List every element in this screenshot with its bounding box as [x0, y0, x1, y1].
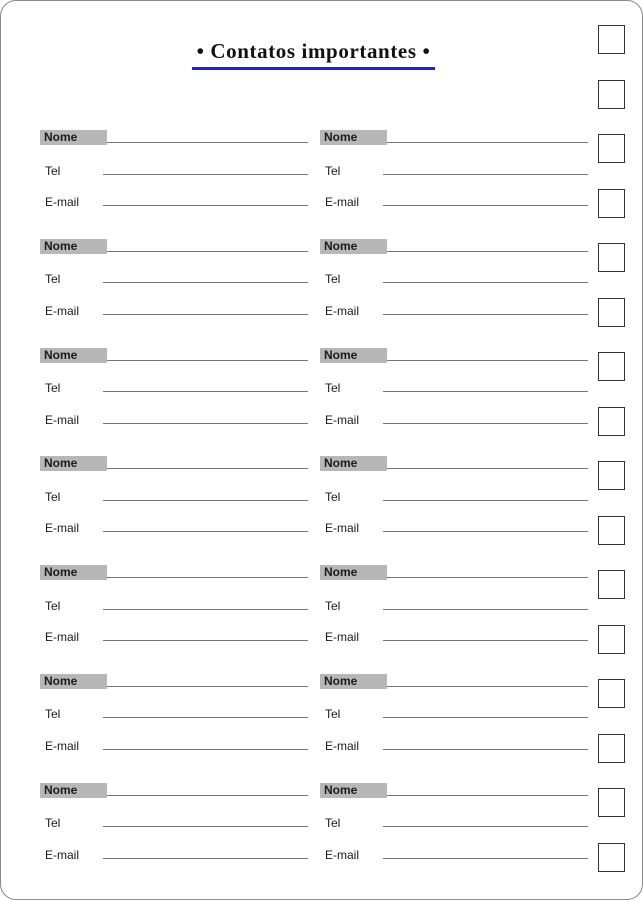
phone-row — [40, 705, 310, 737]
email-label: E-mail — [325, 738, 360, 753]
phone-label: Tel — [45, 707, 61, 722]
title-underline — [192, 67, 435, 70]
name-write-line[interactable] — [387, 251, 588, 252]
email-write-line[interactable] — [103, 205, 308, 206]
email-write-line[interactable] — [103, 531, 308, 532]
phone-row — [320, 597, 590, 629]
name-row — [320, 456, 590, 488]
phone-row — [320, 488, 590, 520]
name-row — [320, 348, 590, 380]
name-row — [40, 783, 310, 815]
phone-row — [40, 814, 310, 846]
phone-label: Tel — [325, 598, 341, 613]
name-label: Nome — [320, 565, 387, 580]
phone-write-line[interactable] — [383, 174, 588, 175]
contact-card — [40, 348, 310, 457]
name-write-line[interactable] — [387, 686, 588, 687]
checkbox[interactable] — [598, 352, 625, 381]
email-label: E-mail — [325, 521, 360, 536]
name-label: Nome — [40, 239, 107, 254]
checkbox[interactable] — [598, 243, 625, 272]
email-label: E-mail — [325, 412, 360, 427]
name-write-line[interactable] — [107, 142, 308, 143]
email-write-line[interactable] — [383, 205, 588, 206]
name-label: Nome — [40, 565, 107, 580]
phone-write-line[interactable] — [383, 826, 588, 827]
name-write-line[interactable] — [387, 795, 588, 796]
email-row — [320, 737, 590, 769]
email-write-line[interactable] — [103, 858, 308, 859]
contacts-column-left — [40, 130, 310, 892]
phone-label: Tel — [45, 816, 61, 831]
name-write-line[interactable] — [387, 360, 588, 361]
email-write-line[interactable] — [103, 423, 308, 424]
phone-write-line[interactable] — [103, 174, 308, 175]
phone-write-line[interactable] — [103, 500, 308, 501]
email-write-line[interactable] — [383, 749, 588, 750]
contact-card — [320, 130, 590, 239]
checkbox[interactable] — [598, 516, 625, 545]
phone-write-line[interactable] — [103, 609, 308, 610]
email-label: E-mail — [325, 195, 360, 209]
email-write-line[interactable] — [383, 531, 588, 532]
name-row — [320, 239, 590, 271]
email-write-line[interactable] — [383, 314, 588, 315]
contact-card — [40, 565, 310, 674]
name-row — [40, 674, 310, 706]
email-label: E-mail — [325, 847, 360, 862]
phone-label: Tel — [45, 163, 61, 178]
phone-write-line[interactable] — [383, 609, 588, 610]
email-write-line[interactable] — [103, 749, 308, 750]
phone-row — [320, 379, 590, 411]
phone-write-line[interactable] — [103, 717, 308, 718]
phone-write-line[interactable] — [383, 282, 588, 283]
phone-write-line[interactable] — [103, 282, 308, 283]
name-label: Nome — [40, 348, 107, 363]
email-row — [40, 737, 310, 769]
email-row — [320, 193, 590, 225]
checkbox[interactable] — [598, 843, 625, 872]
checkbox[interactable] — [598, 134, 625, 163]
page-title: • Contatos importantes • — [196, 39, 431, 63]
checkbox[interactable] — [598, 461, 625, 490]
contact-card — [320, 456, 590, 565]
contact-card — [320, 565, 590, 674]
phone-row — [40, 379, 310, 411]
checkbox[interactable] — [598, 570, 625, 599]
contact-card — [320, 783, 590, 892]
phone-label: Tel — [325, 163, 341, 178]
email-write-line[interactable] — [383, 640, 588, 641]
phone-row — [320, 270, 590, 302]
title-block — [192, 37, 435, 65]
email-label: E-mail — [45, 738, 80, 753]
name-row — [320, 783, 590, 815]
contact-card — [320, 348, 590, 457]
phone-write-line[interactable] — [103, 391, 308, 392]
email-row — [40, 519, 310, 551]
phone-row — [40, 270, 310, 302]
email-write-line[interactable] — [383, 423, 588, 424]
phone-row — [40, 597, 310, 629]
phone-row — [40, 162, 310, 194]
email-write-line[interactable] — [103, 640, 308, 641]
name-write-line[interactable] — [387, 577, 588, 578]
name-label: Nome — [320, 674, 387, 689]
email-label: E-mail — [45, 521, 80, 536]
phone-write-line[interactable] — [383, 391, 588, 392]
email-write-line[interactable] — [103, 314, 308, 315]
phone-write-line[interactable] — [383, 500, 588, 501]
email-label: E-mail — [45, 303, 80, 318]
checkbox[interactable] — [598, 407, 625, 436]
contact-card — [40, 783, 310, 892]
name-label: Nome — [320, 456, 387, 471]
name-row — [320, 565, 590, 597]
checkbox[interactable] — [598, 298, 625, 327]
phone-label: Tel — [45, 598, 61, 613]
name-write-line[interactable] — [107, 251, 308, 252]
contact-card — [40, 239, 310, 348]
email-row — [40, 302, 310, 334]
phone-row — [320, 705, 590, 737]
phone-row — [320, 814, 590, 846]
email-label: E-mail — [45, 630, 80, 645]
name-label: Nome — [320, 239, 387, 254]
phone-row — [320, 162, 590, 194]
name-write-line[interactable] — [107, 360, 308, 361]
name-row — [40, 130, 310, 162]
name-write-line[interactable] — [107, 577, 308, 578]
contact-card — [320, 239, 590, 348]
phone-write-line[interactable] — [383, 717, 588, 718]
email-label: E-mail — [45, 847, 80, 862]
name-row — [40, 456, 310, 488]
checkbox[interactable] — [598, 80, 625, 109]
name-write-line[interactable] — [107, 686, 308, 687]
email-row — [40, 411, 310, 443]
phone-label: Tel — [325, 707, 341, 722]
email-row — [40, 628, 310, 660]
checkbox[interactable] — [598, 734, 625, 763]
name-label: Nome — [40, 674, 107, 689]
name-write-line[interactable] — [107, 795, 308, 796]
name-label: Nome — [320, 783, 387, 798]
name-row — [320, 130, 590, 162]
email-row — [320, 411, 590, 443]
phone-write-line[interactable] — [103, 826, 308, 827]
name-row — [320, 674, 590, 706]
phone-label: Tel — [45, 381, 61, 396]
name-label: Nome — [320, 348, 387, 363]
phone-label: Tel — [325, 381, 341, 396]
email-write-line[interactable] — [383, 858, 588, 859]
name-label: Nome — [40, 456, 107, 471]
name-write-line[interactable] — [387, 142, 588, 143]
contact-card — [40, 674, 310, 783]
checkbox[interactable] — [598, 25, 625, 54]
email-row — [320, 519, 590, 551]
email-label: E-mail — [45, 195, 80, 209]
name-row — [40, 348, 310, 380]
checkbox[interactable] — [598, 625, 625, 654]
name-row — [40, 239, 310, 271]
contact-card — [40, 130, 310, 239]
email-row — [40, 846, 310, 878]
name-label: Nome — [40, 130, 107, 145]
email-row — [320, 628, 590, 660]
phone-label: Tel — [325, 489, 341, 504]
phone-label: Tel — [325, 272, 341, 287]
contacts-column-right — [320, 130, 590, 892]
checkbox[interactable] — [598, 189, 625, 218]
name-write-line[interactable] — [387, 468, 588, 469]
email-row — [320, 302, 590, 334]
checkbox[interactable] — [598, 788, 625, 817]
phone-label: Tel — [45, 489, 61, 504]
name-label: Nome — [320, 130, 387, 145]
email-row — [40, 193, 310, 225]
phone-label: Tel — [45, 272, 61, 287]
contact-card — [40, 456, 310, 565]
email-label: E-mail — [325, 630, 360, 645]
phone-label: Tel — [325, 816, 341, 831]
name-write-line[interactable] — [107, 468, 308, 469]
email-row — [320, 846, 590, 878]
name-label: Nome — [40, 783, 107, 798]
name-row — [40, 565, 310, 597]
email-label: E-mail — [325, 303, 360, 318]
contact-card — [320, 674, 590, 783]
phone-row — [40, 488, 310, 520]
checkbox[interactable] — [598, 679, 625, 708]
email-label: E-mail — [45, 412, 80, 427]
